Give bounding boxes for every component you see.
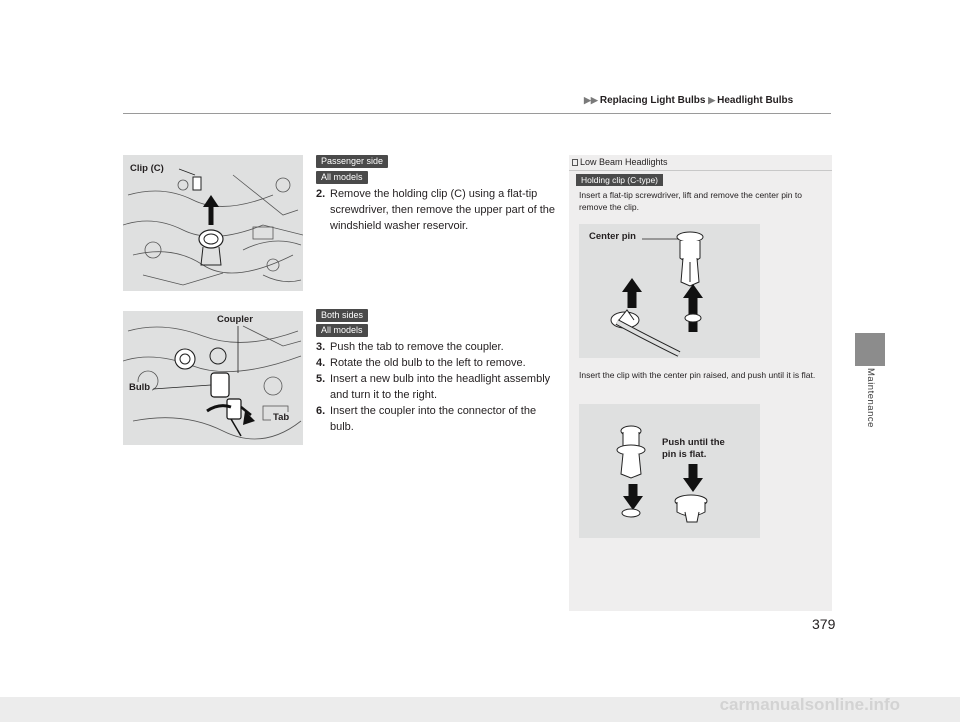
note-heading-text: Low Beam Headlights: [580, 157, 668, 167]
footer-watermark: carmanualsonline.info: [719, 695, 900, 714]
step-number: 5.: [316, 373, 326, 385]
section-side-label: Maintenance: [865, 368, 876, 428]
step-number: 6.: [316, 405, 326, 417]
note-text-remove: Insert a flat-tip screwdriver, lift and remove the center pin to remove the clip.: [579, 190, 802, 212]
breadcrumb-part-2: Headlight Bulbs: [717, 95, 794, 106]
note-text-insert: Insert the clip with the center pin raised, and push until it is flat.: [579, 370, 816, 380]
header-rule: [123, 113, 831, 114]
step-3: [316, 339, 556, 355]
center-pin-label: Center pin: [589, 231, 636, 242]
step-number: 3.: [316, 341, 326, 353]
figure-washer-reservoir: [123, 155, 303, 291]
steps-section-1: [316, 186, 556, 234]
badge-passenger-side: Passenger side: [316, 155, 388, 168]
step-text: Rotate the old bulb to the left to remove.: [330, 357, 526, 369]
push-label-line-1: Push until the: [662, 437, 725, 448]
badge-holding-clip: Holding clip (C-type): [576, 174, 663, 186]
figure-headlight-bulb: [123, 311, 303, 445]
remove-clip-illustration: [579, 224, 760, 358]
steps-section-2: [316, 339, 556, 435]
breadcrumb-part-1: Replacing Light Bulbs: [599, 95, 706, 106]
step-text: Push the tab to remove the coupler.: [330, 341, 504, 353]
badge-all-models: All models: [316, 171, 368, 184]
breadcrumb: [584, 95, 793, 106]
note-heading: [572, 157, 668, 167]
bulb-label: Bulb: [129, 382, 151, 393]
figure-push-pin: [579, 404, 760, 538]
step-number: 2.: [316, 188, 326, 200]
step-5: [316, 371, 556, 403]
double-arrow-icon: ▶▶: [584, 95, 598, 105]
note-marker-icon: [572, 159, 578, 166]
clip-c-label: Clip (C): [130, 163, 164, 174]
push-label-line-2: pin is flat.: [662, 449, 707, 460]
figure-remove-clip: [579, 224, 760, 358]
step-text: Remove the holding clip (C) using a flat-tip screwdriver, then remove the upper part of the windshield washer reservoir.: [330, 188, 556, 232]
step-4: [316, 355, 556, 371]
note-rule: [569, 170, 832, 171]
coupler-label: Coupler: [217, 314, 253, 325]
headlight-assembly-illustration: [123, 311, 303, 445]
tab-label: Tab: [273, 412, 290, 423]
section-tab-marker: [855, 333, 885, 366]
push-pin-illustration: [579, 404, 760, 538]
step-2: [316, 186, 556, 234]
engine-bay-illustration: [123, 155, 303, 291]
badge-all-models: All models: [316, 324, 368, 337]
step-number: 4.: [316, 357, 326, 369]
page-number: 379: [812, 616, 836, 632]
arrow-icon: ▶: [708, 95, 716, 105]
step-text: Insert the coupler into the connector of the bulb.: [330, 405, 537, 433]
step-text: Insert a new bulb into the headlight assembly and turn it to the right.: [330, 373, 551, 401]
badge-both-sides: Both sides: [316, 309, 368, 322]
step-6: [316, 403, 556, 435]
footer-band: [0, 697, 960, 722]
